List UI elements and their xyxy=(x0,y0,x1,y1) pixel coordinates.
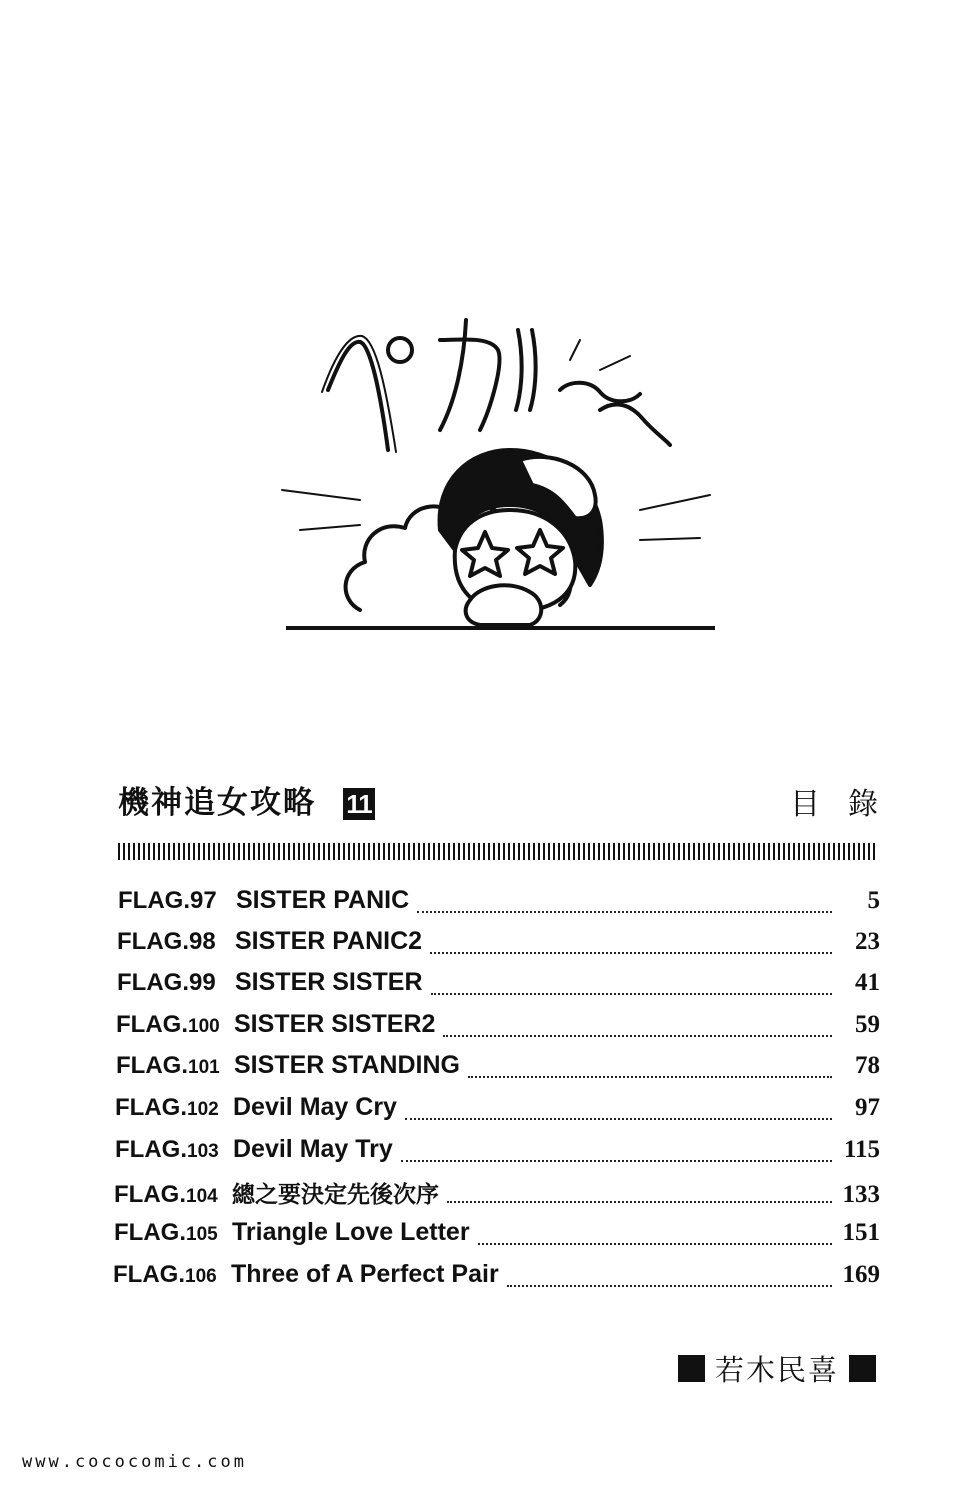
toc-heading: 目錄 xyxy=(790,787,906,822)
page-number: 5 xyxy=(867,887,880,914)
flag-label: FLAG.106 xyxy=(113,1261,217,1288)
dot-leader xyxy=(447,1201,832,1203)
toc-row[interactable] xyxy=(116,1010,880,1046)
dot-leader xyxy=(431,993,832,995)
chapter-title: SISTER STANDING xyxy=(234,1051,460,1079)
chapter-title: Devil May Try xyxy=(233,1135,393,1163)
chapter-title: Triangle Love Letter xyxy=(232,1218,470,1246)
dot-leader xyxy=(417,911,832,913)
toc-row[interactable] xyxy=(117,968,880,1004)
dot-leader xyxy=(401,1160,832,1162)
chapter-title: Devil May Cry xyxy=(233,1093,397,1121)
volume-badge: 11 xyxy=(343,788,375,820)
flag-label: FLAG.99 xyxy=(117,969,216,996)
sfx-wave-stroke xyxy=(560,383,640,402)
page-number: 41 xyxy=(855,969,880,996)
toc-row[interactable] xyxy=(114,1176,880,1212)
page-number: 59 xyxy=(855,1011,880,1038)
sfx-handakuten xyxy=(388,338,412,362)
chapter-title: SISTER SISTER xyxy=(235,968,423,996)
flag-label: FLAG.100 xyxy=(116,1011,220,1038)
chapter-illustration xyxy=(270,300,730,640)
chapter-title: Three of A Perfect Pair xyxy=(231,1260,499,1288)
dot-leader xyxy=(507,1285,832,1287)
flag-label: FLAG.105 xyxy=(114,1219,218,1246)
author-credit xyxy=(678,1348,876,1389)
book-title: 機神追女攻略 xyxy=(118,785,316,821)
page-number: 169 xyxy=(842,1261,880,1288)
page-number: 151 xyxy=(842,1219,880,1246)
dot-leader xyxy=(478,1243,832,1245)
chapter-title: 總之要決定先後次序 xyxy=(232,1182,439,1208)
toc-row[interactable] xyxy=(115,1135,880,1171)
square-bullet-icon xyxy=(849,1355,876,1382)
toc-row[interactable] xyxy=(116,1051,880,1087)
flag-label: FLAG.97 xyxy=(118,887,217,914)
chapter-title: SISTER PANIC xyxy=(236,886,410,914)
toc-row[interactable] xyxy=(114,1218,880,1254)
flag-label: FLAG.104 xyxy=(114,1181,218,1208)
page-number: 133 xyxy=(842,1181,880,1208)
dot-leader xyxy=(430,952,832,954)
toc-row[interactable] xyxy=(115,1093,880,1129)
flag-label: FLAG.103 xyxy=(115,1136,219,1163)
page-number: 97 xyxy=(855,1094,880,1121)
chapter-title: SISTER PANIC2 xyxy=(235,927,423,955)
flag-label: FLAG.101 xyxy=(116,1052,220,1079)
toc-row[interactable] xyxy=(118,886,880,922)
author-name: 若木民喜 xyxy=(714,1353,839,1387)
flag-label: FLAG.102 xyxy=(115,1094,219,1121)
dot-leader xyxy=(468,1076,832,1078)
toc-row[interactable] xyxy=(113,1260,880,1296)
page-number: 115 xyxy=(843,1136,880,1163)
sfx-ka-stroke xyxy=(440,339,499,430)
page-number: 23 xyxy=(855,928,880,955)
watermark: www.cococomic.com xyxy=(22,1452,247,1472)
dot-leader xyxy=(405,1118,832,1120)
flag-label: FLAG.98 xyxy=(117,928,216,955)
chapter-title: SISTER SISTER2 xyxy=(234,1010,436,1038)
header-rule xyxy=(118,843,878,860)
square-bullet-icon xyxy=(678,1355,705,1382)
dot-leader xyxy=(443,1035,832,1037)
page-number: 78 xyxy=(855,1052,880,1079)
toc-row[interactable] xyxy=(117,927,880,963)
